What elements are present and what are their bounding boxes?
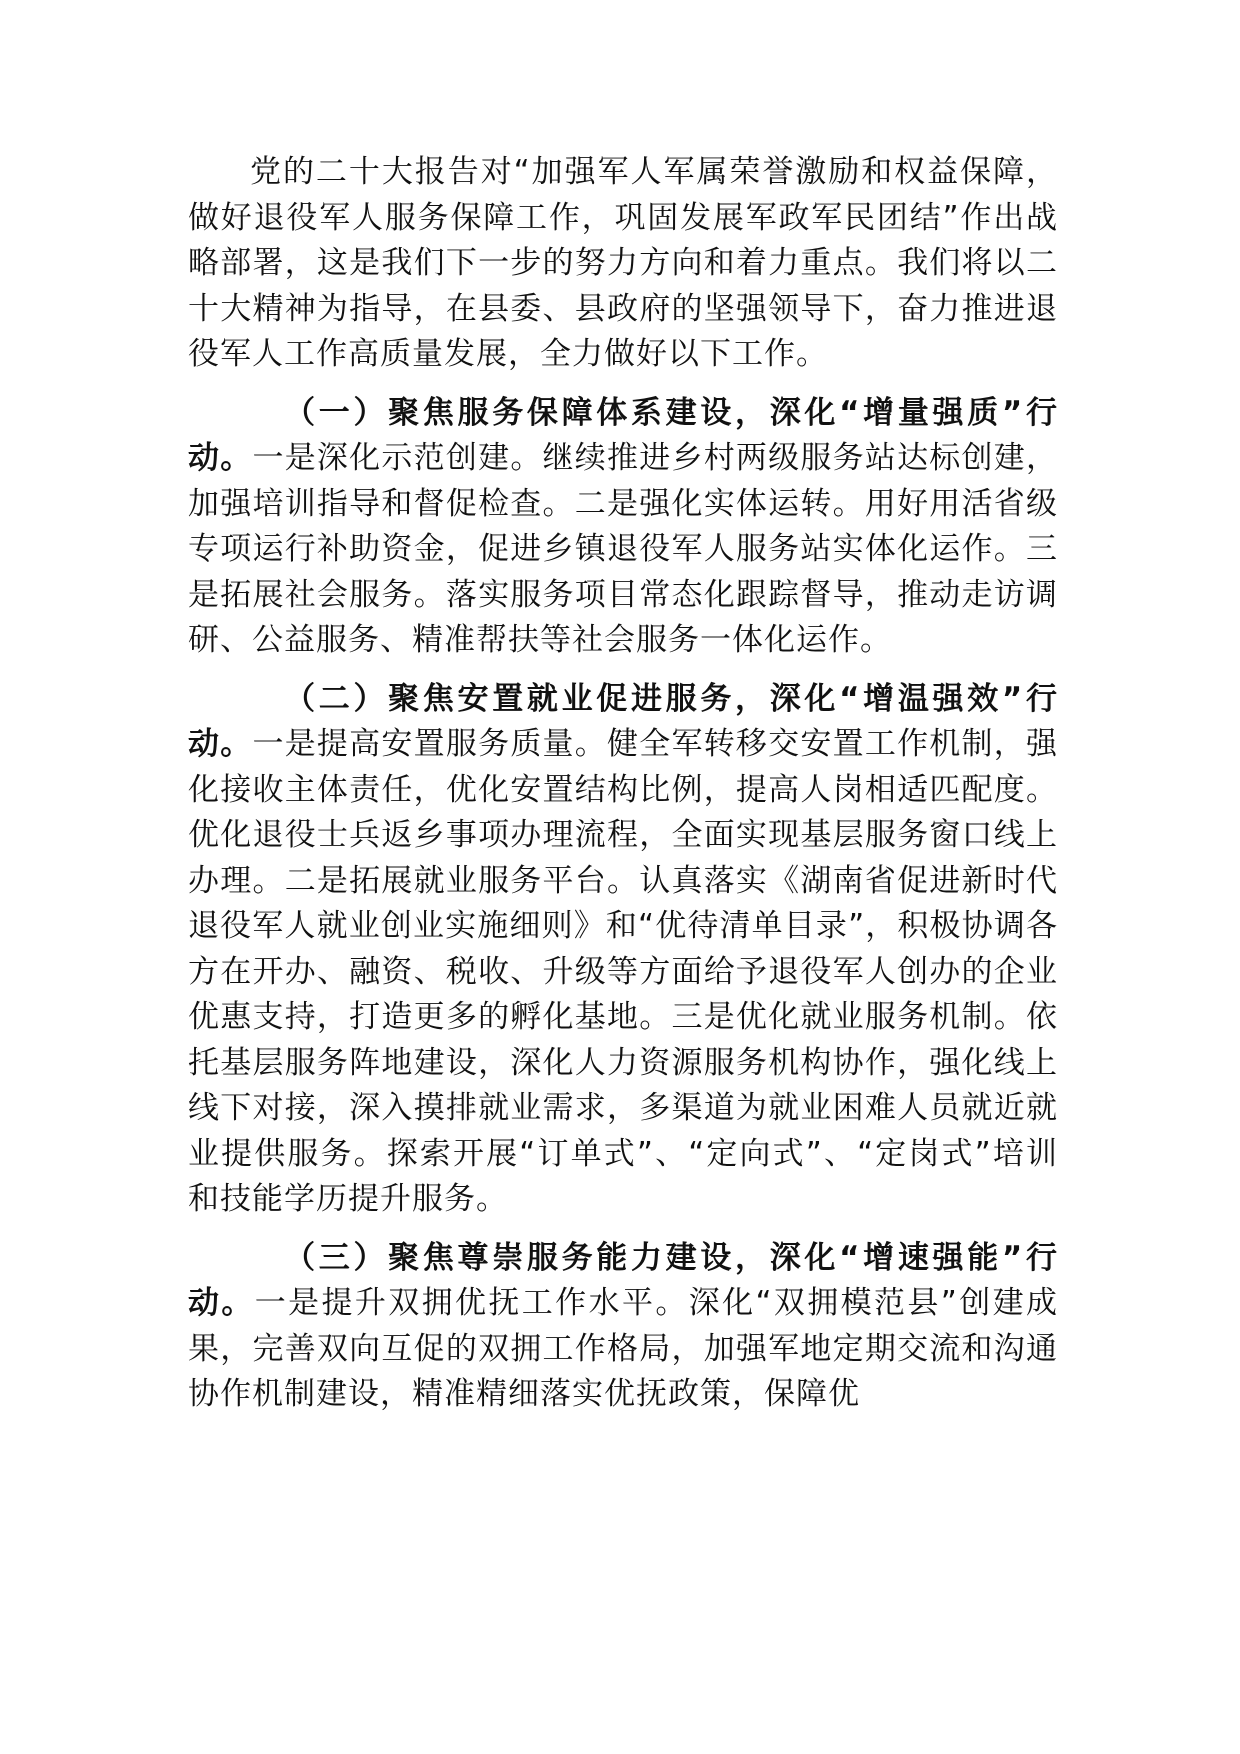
section-3-body: 一是提升双拥优抚工作水平。深化“双拥模范县”创建成果，完善双向互促的双拥工作格局，加强军地定期交流和沟通协作机制建设，精准精细落实优抚政策，保障优 xyxy=(188,1285,1058,1412)
document-page xyxy=(188,150,1058,1418)
section-1-paragraph xyxy=(188,391,1058,664)
section-2-body: 一是提高安置服务质量。健全军转移交安置工作机制，强化接收主体责任，优化安置结构比例，提高人岗相适匹配度。优化退役士兵返乡事项办理流程，全面实现基层服务窗口线上办理。二是拓展就业服务平台。认真落实《湖南省促进新时代退役军人就业创业实施细则》和“优待清单目录”，积极协调各方在开办、融资、税收、升级等方面给予退役军人创办的企业优惠支持，打造更多的孵化基地。三是优化就业服务机制。依托基层服务阵地建设，深化人力资源服务机构协作，强化线上线下对接，深入摸排就业需求，多渠道为就业困难人员就近就业提供服务。探索开展“订单式”、“定向式”、“定岗式”培训和技能学历提升服务。 xyxy=(188,726,1059,1217)
intro-paragraph: 党的二十大报告对“加强军人军属荣誉激励和权益保障，做好退役军人服务保障工作，巩固发展军政军民团结”作出战略部署，这是我们下一步的努力方向和着力重点。我们将以二十大精神为指导，在县委、县政府的坚强领导下，奋力推进退役军人工作高质量发展，全力做好以下工作。 xyxy=(188,154,1058,372)
section-1-heading: （一）聚焦服务保障体系建设，深化“增量强质”行动。 xyxy=(188,394,1058,476)
section-2-heading: （二）聚焦安置就业促进服务，深化“增温强效”行动。 xyxy=(188,680,1058,762)
section-3-paragraph xyxy=(188,1236,1058,1418)
section-3-heading: （三）聚焦尊崇服务能力建设，深化“增速强能”行动。 xyxy=(188,1239,1058,1321)
section-1-body: 一是深化示范创建。继续推进乡村两级服务站达标创建，加强培训指导和督促检查。二是强化实体运转。用好用活省级专项运行补助资金，促进乡镇退役军人服务站实体化运作。三是拓展社会服务。落实服务项目常态化跟踪督导，推动走访调研、公益服务、精准帮扶等社会服务一体化运作。 xyxy=(188,440,1059,658)
section-2-paragraph xyxy=(188,677,1058,1223)
